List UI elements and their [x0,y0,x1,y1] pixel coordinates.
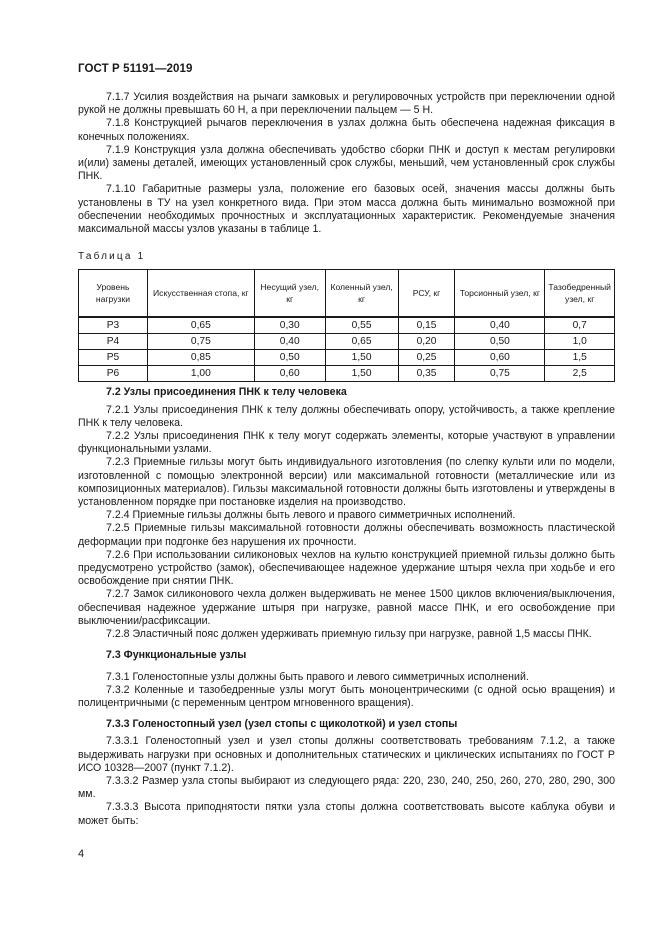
table-cell: Р5 [79,350,148,366]
table-cell: 0,25 [398,350,455,366]
paragraph-7-2-4: 7.2.4 Приемные гильзы должны быть левого и правого симметричных исполнений. [106,509,516,522]
table-cell: 1,5 [545,350,615,366]
table-cell: 0,85 [147,350,254,366]
table-cell: 0,20 [398,334,455,350]
paragraph-7-3-1: 7.3.1 Голеностопные узлы должны быть правого и левого симметричных исполнений. [106,670,529,683]
paragraph-7-3-3-3: 7.3.3.3 Высота приподнятости пятки узла стопы должна соответствовать высоте каблука обуви и может быть: [78,801,615,827]
column-header: Уровень нагрузки [79,270,148,318]
table-row [79,366,615,382]
page-number: 4 [78,848,85,860]
section-heading-7-2: 7.2 Узлы присоединения ПНК к телу человека [106,386,347,399]
table-row [79,334,615,350]
table-cell: 0,65 [147,317,254,334]
table-row [79,350,615,366]
table-cell: 0,35 [398,366,455,382]
table-cell: 1,0 [545,334,615,350]
paragraph-7-2-2: 7.2.2 Узлы присоединения ПНК к телу могут содержать элементы, которые участвуют в управлении функциональными узлами. [78,430,615,456]
table-cell: 0,50 [455,334,545,350]
table-cell: Р6 [79,366,148,382]
mass-table [78,269,615,382]
table-row [79,317,615,334]
table-cell: 1,00 [147,366,254,382]
section-heading-7-3: 7.3 Функциональные узлы [106,649,247,662]
paragraph-7-2-1: 7.2.1 Узлы присоединения ПНК к телу должны обеспечивать опору, устойчивость, а также крепление ПНК к телу человека. [78,403,615,429]
paragraph-7-2-6: 7.2.6 При использовании силиконовых чехлов на культю конструкцией приемной гильзы должно быть предусмотрено устройство (замок), обеспечивающее надежное удержание штыря чехла при ходьбе и его освобождение при снятии ПНК. [78,548,615,588]
table-cell: 0,7 [545,317,615,334]
document-body [78,91,615,828]
table-cell: 0,60 [455,350,545,366]
table-cell: 0,50 [254,350,325,366]
table-cell: Р4 [79,334,148,350]
column-header: Несущий узел, кг [254,270,325,318]
paragraph-7-2-5: 7.2.5 Приемные гильзы максимальной готовности должны обеспечивать возможность пластической деформации при подгонке без нарушения их прочности. [78,522,615,548]
table-cell: 0,55 [325,317,398,334]
paragraph-7-3-3-1: 7.3.3.1 Голеностопный узел и узел стопы должны соответствовать требованиям 7.1.2, а также выдерживать нагрузки при основных и дополнительных статических и циклических испытаниях по ГОСТ Р ИСО 10328—2007 (пункт 7.1.2). [78,735,615,774]
document-code: ГОСТ Р 51191—2019 [78,63,193,75]
table-cell: 1,50 [325,366,398,382]
paragraph-7-2-3: 7.2.3 Приемные гильзы могут быть индивидуального изготовления (по слепку культи или по модели, изготовленной с помощью электронной версии) или максимальной готовности (металлические или из композиционных материалов). Гильзы максимальной готовности должны быть изготовлены и утверждены в установленном порядке при постановке изделия на производство. [78,456,615,509]
table-cell: 0,65 [325,334,398,350]
paragraph-7-3-2: 7.3.2 Коленные и тазобедренные узлы могут быть моноцентрическими (с одной осью вращения) и полицентричными (с переменным центром мгновенного вращения). [78,683,615,709]
table-cell: 0,40 [254,334,325,350]
paragraph-7-1-8: 7.1.8 Конструкцией рычагов переключения в узлах должна быть обеспечена надежная фиксация в конечных положениях. [78,117,615,143]
section-heading-7-3-3: 7.3.3 Голеностопный узел (узел стопы с щиколоткой) и узел стопы [106,718,458,731]
paragraph-7-1-10: 7.1.10 Габаритные размеры узла, положение его базовых осей, значения массы должны быть установлены в ТУ на узел конкретного вида. При этом масса должна быть минимально возможной при обеспечении необходимых прочностных и эксплуатационных характеристик. Рекомендуемые значения максимальной массы узлов указаны в таблице 1. [78,183,615,236]
paragraph-7-2-7: 7.2.7 Замок силиконового чехла должен выдерживать не менее 1500 циклов включения/выключения, обеспечивая надежное удержание штыря при нагрузке, равной массе ПНК, и его освобождение при выключении/расфиксации. [78,588,615,627]
table-cell: 1,50 [325,350,398,366]
table-cell: 0,75 [455,366,545,382]
column-header: Искусственная стопа, кг [147,270,254,318]
table-cell: 0,60 [254,366,325,382]
column-header: Коленный узел, кг [325,270,398,318]
column-header: Торсионный узел, кг [455,270,545,318]
table-cell: 0,75 [147,334,254,350]
table-header-row [79,270,615,318]
table-caption: Таблица 1 [78,251,146,263]
table-cell: 2,5 [545,366,615,382]
paragraph-7-1-7: 7.1.7 Усилия воздействия на рычаги замковых и регулировочных устройств при переключении одной рукой не должны превышать 60 Н, а при переключении пальцем — 5 Н. [78,91,615,117]
table-cell: 0,40 [455,317,545,334]
column-header: Тазобедренный узел, кг [545,270,615,318]
paragraph-7-1-9: 7.1.9 Конструкция узла должна обеспечивать удобство сборки ПНК и доступ к местам регулировки и(или) замены деталей, имеющих установленный срок службы, меньший, чем установленный срок службы ПНК. [78,143,615,183]
column-header: РСУ, кг [398,270,455,318]
table-cell: 0,15 [398,317,455,334]
paragraph-7-2-8: 7.2.8 Эластичный пояс должен удерживать приемную гильзу при нагрузке, равной 1,5 массы ПНК. [106,628,592,641]
table-cell: Р3 [79,317,148,334]
table-cell: 0,30 [254,317,325,334]
paragraph-7-3-3-2: 7.3.3.2 Размер узла стопы выбирают из следующего ряда: 220, 230, 240, 250, 260, 270, 280, 290, 300 мм. [78,774,615,801]
